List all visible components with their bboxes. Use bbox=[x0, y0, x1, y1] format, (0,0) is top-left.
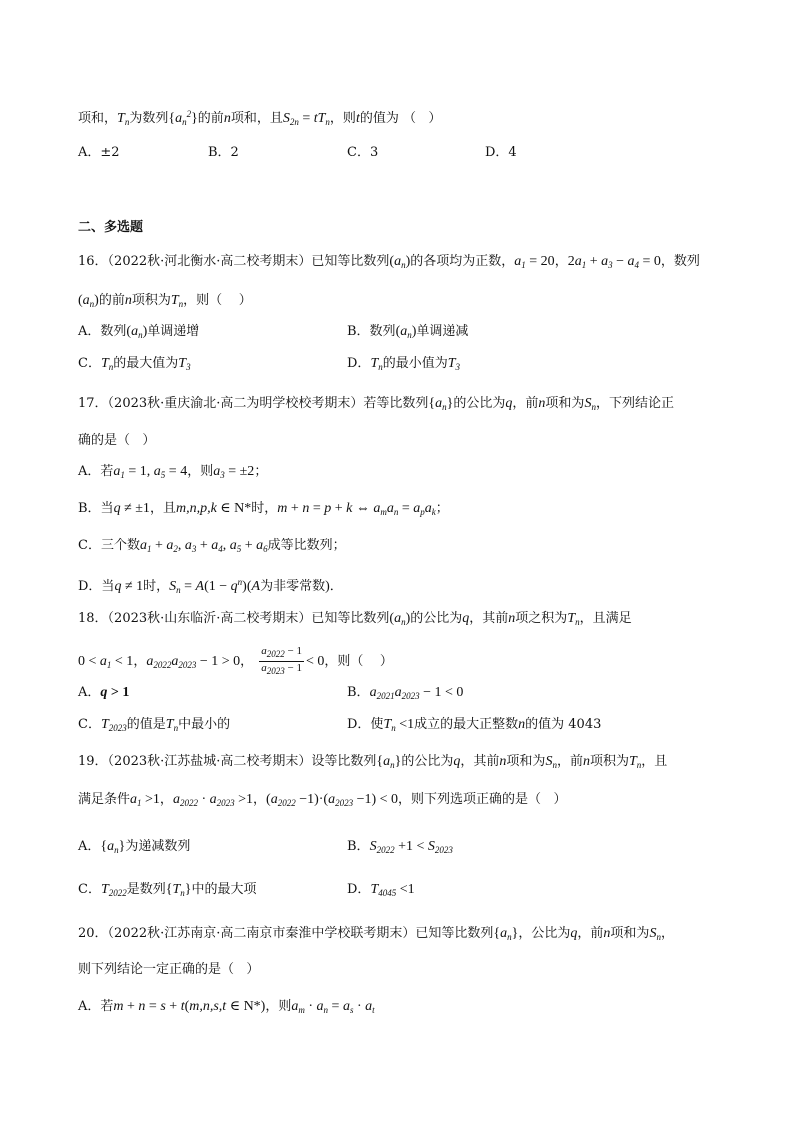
section-title: 二、多选题 bbox=[78, 220, 144, 235]
question-19-line-1: 19．（2023秋·江苏盐城·高二校考期末）设等比数列$\{a_n\}$的公比为q，其前n项和为$S_n$，前n项积为$T_n$，且 bbox=[78, 754, 668, 770]
q16-option-c: C．$T_n$的最大值为$T_3$ bbox=[78, 356, 191, 372]
question-20-line-1: 20．（2022秋·江苏南京·高二南京市秦淮中学校联考期末）已知等比数列$\{a_n\}$，公比为q，前n项和为$S_n$， bbox=[78, 926, 674, 942]
question-17-line-2: 确的是（ ） bbox=[78, 433, 156, 448]
q19-option-a: A．$\{a_n\}$为递减数列 bbox=[78, 839, 191, 855]
question-19-line-2: 满足条件$a_1 >1$，$a_{2022} \cdot a_{2023} >1$，$(a_{2022} -1)\cdot(a_{2023} -1) < 0$，则下列选项正确的是（ ） bbox=[78, 792, 567, 808]
question-15-continuation: 项和，$T_n$为数列$\{a_n^2\}$的前n项和，且$S_{2n} = tT_n$，则t的值为 （ ） bbox=[78, 109, 442, 127]
q18-option-c: C．$T_{2023}$的值是$T_n$中最小的 bbox=[78, 717, 231, 733]
q17-option-c: C．三个数$a_1 + a_2$, $a_3 + a_4$, $a_5 + a_6$成等比数列； bbox=[78, 538, 346, 554]
q19-option-b: B．$S_{2022} +1 < S_{2023}$ bbox=[347, 839, 453, 855]
q16-option-b: B．数列$(a_n)$单调递减 bbox=[347, 324, 469, 340]
q18-option-a: A．q > 1 bbox=[78, 685, 130, 700]
q16-option-a: A．数列$(a_n)$单调递增 bbox=[78, 324, 200, 340]
q17-option-d: D．当q ≠ 1时，$S_n = A(1 - q^n)(A$为非零常数)． bbox=[78, 577, 343, 595]
q15-option-a: A．±2 bbox=[78, 145, 120, 160]
q20-option-a: A．若m + n = s + t(m,n,s,t ∈ N*)，则$a_m \cdot a_n = a_s \cdot a_t$ bbox=[78, 999, 375, 1015]
q15-option-b: B．2 bbox=[208, 145, 239, 160]
q15-option-c: C．3 bbox=[347, 145, 379, 160]
q15-text-1: 项和， bbox=[78, 111, 118, 126]
q19-option-c: C．$T_{2022}$是数列$\{T_n\}$中的最大项 bbox=[78, 882, 257, 898]
question-16-line-2: $(a_n)$的前n项积为$T_n$，则（ ） bbox=[78, 293, 252, 309]
q18-option-b: B．$a_{2021}a_{2023} - 1 < 0$ bbox=[347, 685, 464, 701]
q17-option-a: A．若$a_1 = 1$, $a_5 = 4$，则$a_3 = \pm 2$； bbox=[78, 464, 268, 480]
q18-option-d: D．使$T_n <1$成立的最大正整数n的值为 4043 bbox=[347, 717, 602, 733]
question-18-line-1: 18．（2023秋·山东临沂·高二校考期末）已知等比数列$(a_n)$的公比为q，其前n项之积为$T_n$，且满足 bbox=[78, 611, 632, 627]
question-18-line-2: $0 < a_1 < 1$，$a_{2022}a_{2023} - 1 > 0$， $\frac{a_{2022} - 1}{a_{2023} - 1}$ < 0，则（ ） bbox=[78, 645, 393, 676]
q16-option-d: D．$T_n$的最小值为$T_3$ bbox=[347, 356, 461, 372]
q15-option-d: D．4 bbox=[485, 145, 517, 160]
question-17-line-1: 17．（2023秋·重庆渝北·高二为明学校校考期末）若等比数列$\{a_n\}$的公比为q，前n项和为$S_n$，下列结论正 bbox=[78, 396, 674, 412]
q17-option-b: B．当q ≠ ±1，且m,n,p,k ∈ N*时，m + n = p + k ⇔ $a_ma_n = a_pa_k$； bbox=[78, 501, 449, 517]
q19-option-d: D．$T_{4045} <1$ bbox=[347, 882, 415, 898]
question-16-line-1: 16．（2022秋·河北衡水·高二校考期末）已知等比数列$(a_n)$的各项均为正数，$a_1 = 20$，$2a_1 + a_3 - a_4 = 0$，数列 bbox=[78, 254, 700, 270]
question-20-line-2: 则下列结论一定正确的是（ ） bbox=[78, 962, 260, 977]
